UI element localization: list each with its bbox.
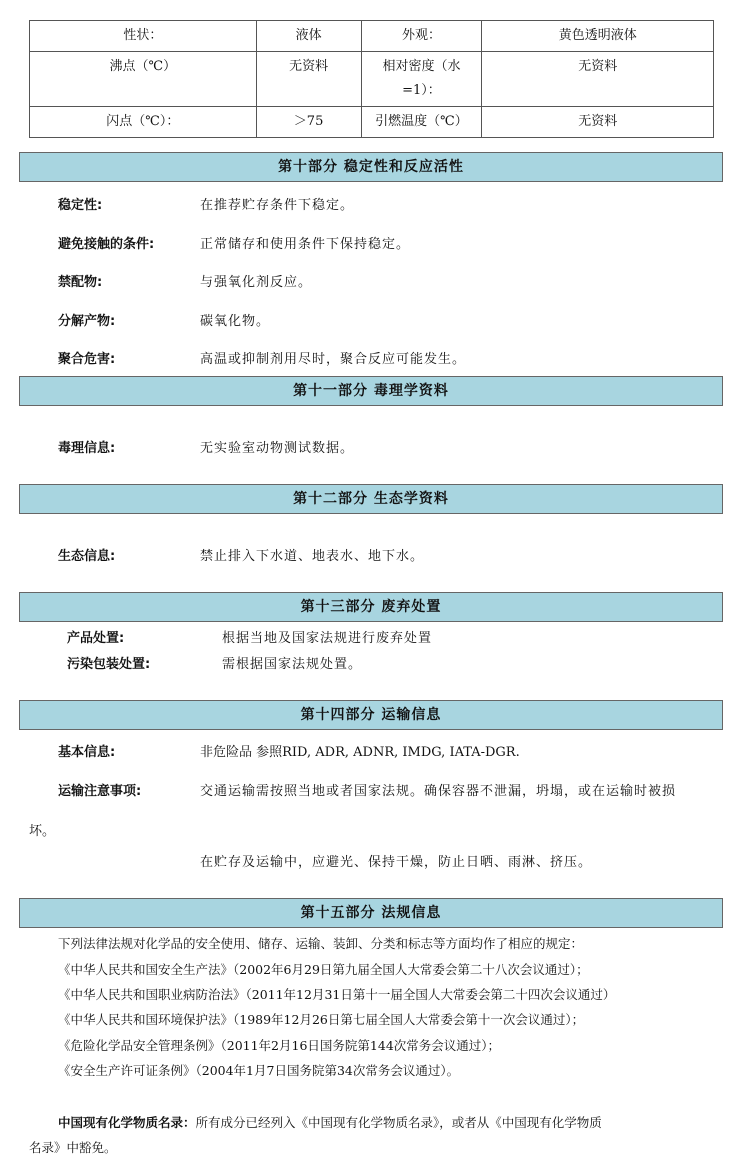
table-row (30, 107, 714, 138)
table-cell: 黄色透明液体 (482, 21, 714, 52)
section-14-header: 第十四部分 运输信息 (19, 700, 723, 730)
toxicology-label: 毒理信息: (58, 441, 116, 456)
table-cell: 液体 (256, 21, 361, 52)
table-cell: 外观： (361, 21, 482, 52)
product-disposal-value: 根据当地及国家法规进行废弃处置 (222, 631, 433, 646)
ecology-label: 生态信息: (58, 549, 116, 564)
decomposition-value: 碳氧化物。 (200, 314, 271, 329)
section-11-header: 第十一部分 毒理学资料 (19, 376, 723, 406)
polymerization-value: 高温或抑制剂用尽时，聚合反应可能发生。 (200, 352, 467, 367)
table-cell: 无资料 (482, 107, 714, 138)
law-item: 《中华人民共和国环境保护法》（1989年12月26日第七届全国人大常委会第十一次会议通过）； (58, 1012, 585, 1027)
packaging-disposal-label: 污染包装处置: (67, 657, 151, 672)
catalog-text: 所有成分已经列入《中国现有化学物质名录》，或者从《中国现有化学物质 (195, 1115, 602, 1130)
table-cell: 无资料 (482, 52, 714, 107)
basic-info-label: 基本信息: (58, 745, 116, 760)
section-10-header: 第十部分 稳定性和反应活性 (19, 152, 723, 182)
section-15-header: 第十五部分 法规信息 (19, 898, 723, 928)
section-13-header: 第十三部分 废弃处置 (19, 592, 723, 622)
law-item: 《中华人民共和国职业病防治法》（2011年12月31日第十一届全国人大常委会第二十四次会议通过） (58, 987, 616, 1002)
table-cell: 沸点（℃） (30, 52, 257, 107)
decomposition-label: 分解产物: (58, 314, 116, 329)
toxicology-value: 无实验室动物测试数据。 (200, 441, 355, 456)
transport-notes-value: 交通运输需按照当地或者国家法规。确保容器不泄漏，坍塌，或在运输时被损 (200, 784, 677, 799)
law-item: 《危险化学品安全管理条例》（2011年2月16日国务院第144次常务会议通过）； (58, 1038, 501, 1053)
stability-label: 稳定性: (58, 198, 103, 213)
table-row (30, 52, 714, 107)
table-cell: 性状： (30, 21, 257, 52)
physical-properties-table (29, 20, 714, 138)
transport-notes-label: 运输注意事项: (58, 784, 142, 799)
catalog-paragraph (58, 1113, 602, 1131)
table-cell: 相对密度（水=1）： (361, 52, 482, 107)
packaging-disposal-value: 需根据国家法规处置。 (222, 657, 363, 672)
table-cell: 引燃温度（℃） (361, 107, 482, 138)
regulations-intro: 下列法律法规对化学品的安全使用、储存、运输、装卸、分类和标志等方面均作了相应的规定： (58, 936, 584, 951)
table-cell: 无资料 (256, 52, 361, 107)
basic-info-value: 非危险品 参照RID, ADR, ADNR, IMDG, IATA-DGR. (200, 745, 520, 760)
transport-notes-wrap: 坏。 (29, 824, 56, 839)
catalog-label: 中国现有化学物质名录： (58, 1115, 196, 1130)
product-disposal-label: 产品处置: (67, 631, 125, 646)
incompatible-label: 禁配物: (58, 275, 103, 290)
avoid-conditions-value: 正常储存和使用条件下保持稳定。 (200, 237, 411, 252)
avoid-conditions-label: 避免接触的条件: (58, 237, 155, 252)
table-cell: 闪点（℃）： (30, 107, 257, 138)
polymerization-label: 聚合危害: (58, 352, 116, 367)
table-row (30, 21, 714, 52)
ecology-value: 禁止排入下水道、地表水、地下水。 (200, 549, 425, 564)
section-12-header: 第十二部分 生态学资料 (19, 484, 723, 514)
stability-value: 在推荐贮存条件下稳定。 (200, 198, 355, 213)
table-cell: ＞75 (256, 107, 361, 138)
law-item: 《中华人民共和国安全生产法》（2002年6月29日第九届全国人大常委会第二十八次会议通过）； (58, 962, 589, 977)
catalog-text-continued: 名录》中豁免。 (29, 1140, 117, 1155)
storage-transport-value: 在贮存及运输中，应避光、保持干燥，防止日晒、雨淋、挤压。 (200, 855, 593, 870)
incompatible-value: 与强氧化剂反应。 (200, 275, 313, 290)
law-item: 《安全生产许可证条例》（2004年1月7日国务院第34次常务会议通过）。 (58, 1063, 460, 1078)
